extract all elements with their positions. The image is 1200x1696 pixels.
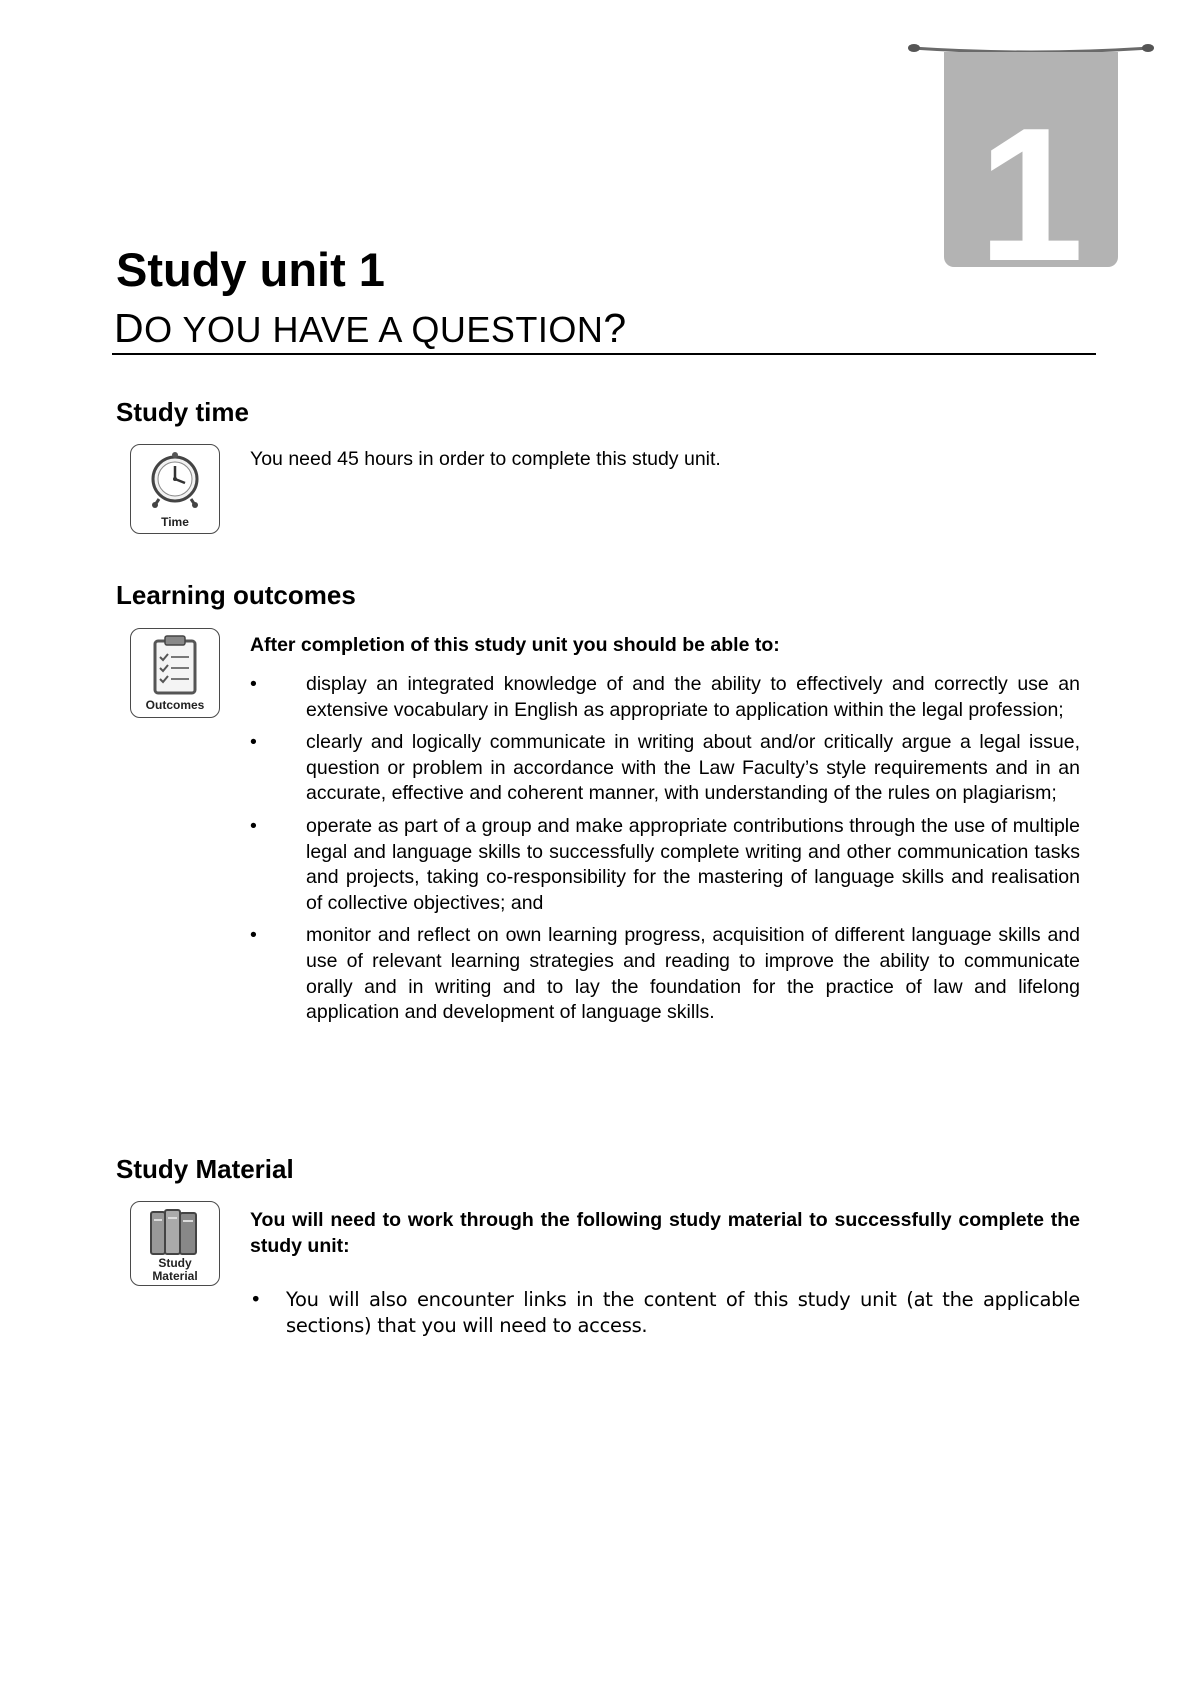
list-item: • display an integrated knowledge of and the ability to effectively and correctly use an extensive vocabulary in English as appropriate to application within the legal profession; xyxy=(250,672,1080,723)
chapter-number: 1 xyxy=(978,89,1084,301)
page-subtitle xyxy=(114,305,627,351)
learning-outcomes-heading: Learning outcomes xyxy=(116,580,356,610)
list-item: • clearly and logically communicate in writing about and/or critically argue a legal issue, question or problem in accordance with the Law Faculty’s style requirements and in an accurate, effective and coherent manner, with understanding of the rules on plagiarism; xyxy=(250,730,1080,807)
material-icon-label-line: Material xyxy=(152,1268,198,1283)
outcomes-icon-box xyxy=(130,628,220,718)
study-time-text: You need 45 hours in order to complete this study unit. xyxy=(250,448,721,470)
time-icon-label: Time xyxy=(161,515,189,529)
material-icon-label xyxy=(131,1257,219,1282)
study-material-heading: Study Material xyxy=(116,1154,294,1184)
material-icon-box xyxy=(130,1201,220,1286)
outcomes-icon-label: Outcomes xyxy=(145,698,205,712)
study-time-heading: Study time xyxy=(116,397,249,427)
title-divider xyxy=(112,353,1096,355)
material-icon-label-line: Study xyxy=(158,1256,192,1270)
list-item: • monitor and reflect on own learning progress, acquisition of different language skills and use of relevant learning strategies and reading to improve the ability to communicate orally and in writing and to lay the foundation for the practice of law and lifelong application and development of language skills. xyxy=(250,923,1080,1025)
time-icon-box xyxy=(130,444,220,534)
list-item: • operate as part of a group and make appropriate contributions through the use of multiple legal and language skills to successfully complete writing and other communication tasks and projects, taking co-responsibility for the mastering of language skills and realisation of collective objectives; and xyxy=(250,814,1080,916)
subtitle-main: O YOU HAVE A QUESTION xyxy=(144,309,604,350)
subtitle-initial: D xyxy=(114,305,145,351)
material-list xyxy=(250,1287,1080,1339)
subtitle-end: ? xyxy=(603,305,627,351)
chapter-tab xyxy=(944,52,1118,301)
list-item: • You will also encounter links in the content of this study unit (at the applicable sections) that you will need to access. xyxy=(250,1287,1080,1339)
material-lead: You will need to work through the following study material to successfully complete the study unit: xyxy=(250,1209,1080,1257)
page-title: Study unit 1 xyxy=(116,243,385,296)
outcomes-lead: After completion of this study unit you should be able to: xyxy=(250,634,780,656)
outcomes-list xyxy=(250,672,1080,1033)
